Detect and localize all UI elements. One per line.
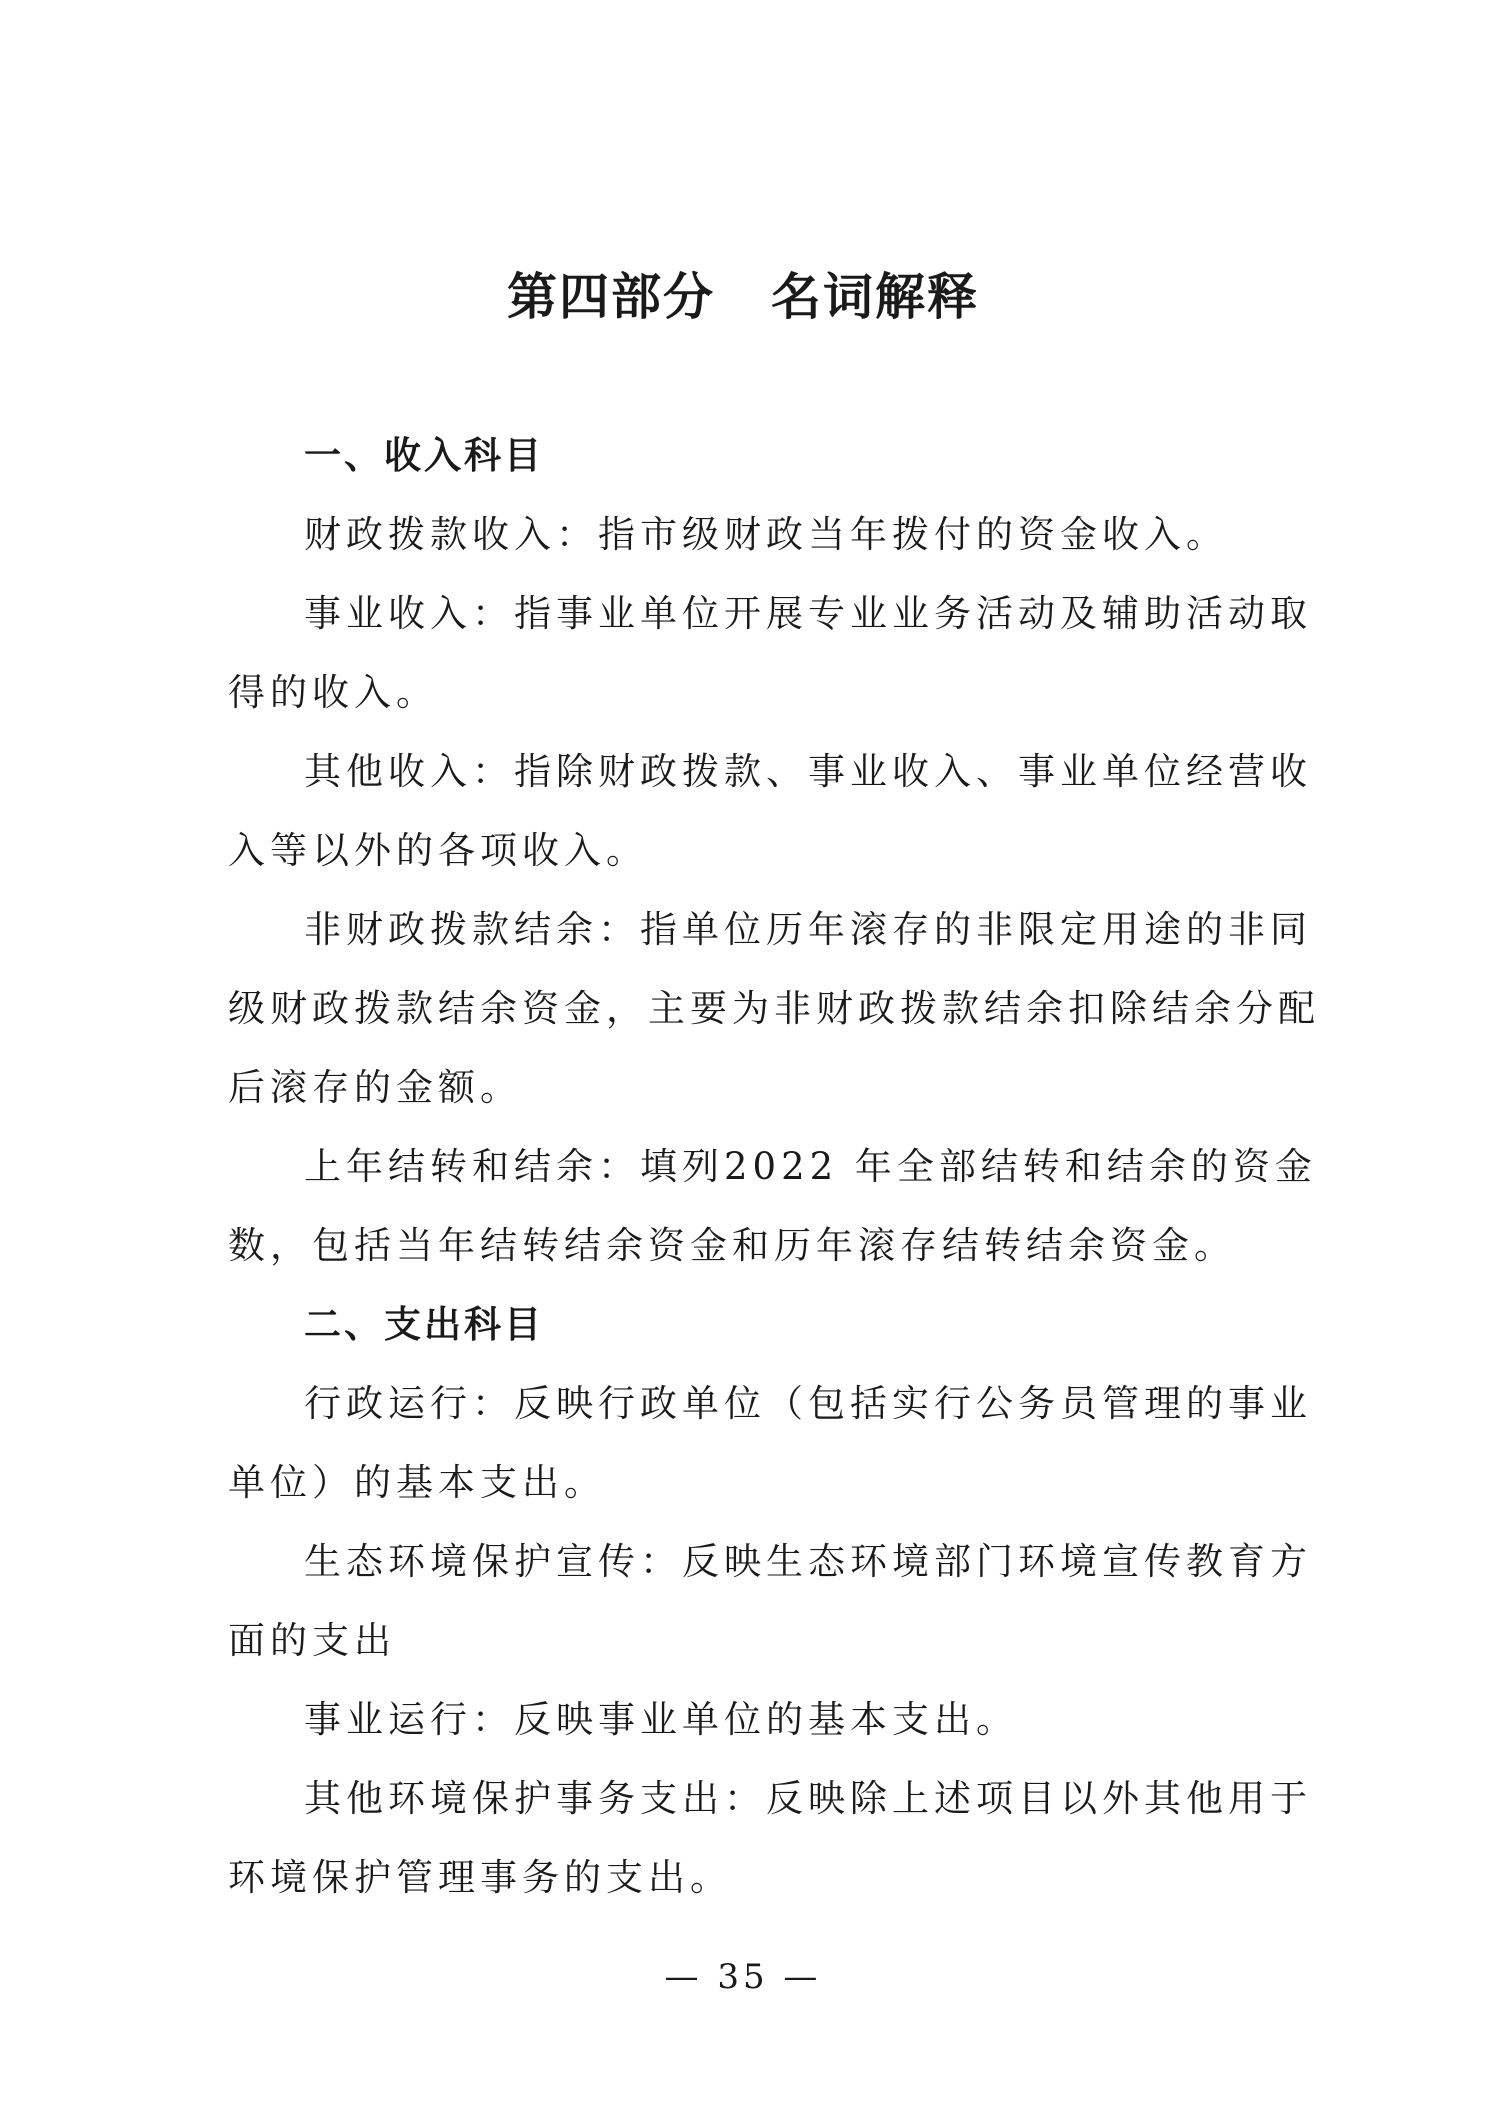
paragraph-line: 单位）的基本支出。	[228, 1461, 606, 1504]
paragraph-line: 后滚存的金额。	[228, 1066, 522, 1109]
paragraph-line: 其他收入：指除财政拨款、事业收入、事业单位经营收	[304, 750, 1312, 793]
paragraph-line: 事业收入：指事业单位开展专业业务活动及辅助活动取	[304, 592, 1312, 635]
page-title-subject: 名词解释	[771, 267, 979, 326]
paragraph-line: 行政运行：反映行政单位（包括实行公务员管理的事业	[304, 1382, 1312, 1425]
paragraph-line: 其他环境保护事务支出：反映除上述项目以外其他用于	[304, 1777, 1312, 1820]
paragraph-line: 环境保护管理事务的支出。	[228, 1856, 732, 1899]
paragraph-line: 上年结转和结余：填列2022 年全部结转和结余的资金	[304, 1145, 1317, 1188]
section-heading-income: 一、收入科目	[304, 433, 544, 477]
paragraph-line: 财政拨款收入：指市级财政当年拨付的资金收入。	[304, 513, 1228, 556]
paragraph-line: 入等以外的各项收入。	[228, 829, 648, 872]
paragraph-line: 级财政拨款结余资金，主要为非财政拨款结余扣除结余分配	[228, 987, 1320, 1030]
paragraph-line: 得的收入。	[228, 671, 438, 714]
paragraph-line: 生态环境保护宣传：反映生态环境部门环境宣传教育方	[304, 1540, 1312, 1583]
page-title	[0, 262, 1486, 332]
page-number: — 35 —	[664, 1957, 822, 1997]
page-title-part: 第四部分	[507, 267, 715, 326]
document-body	[228, 416, 1320, 1917]
paragraph-line: 非财政拨款结余：指单位历年滚存的非限定用途的非同	[304, 908, 1312, 951]
paragraph-line: 数，包括当年结转结余资金和历年滚存结转结余资金。	[228, 1224, 1236, 1267]
paragraph-line: 事业运行：反映事业单位的基本支出。	[304, 1698, 1018, 1741]
section-heading-expenditure: 二、支出科目	[304, 1302, 544, 1346]
paragraph-line: 面的支出	[228, 1619, 396, 1662]
